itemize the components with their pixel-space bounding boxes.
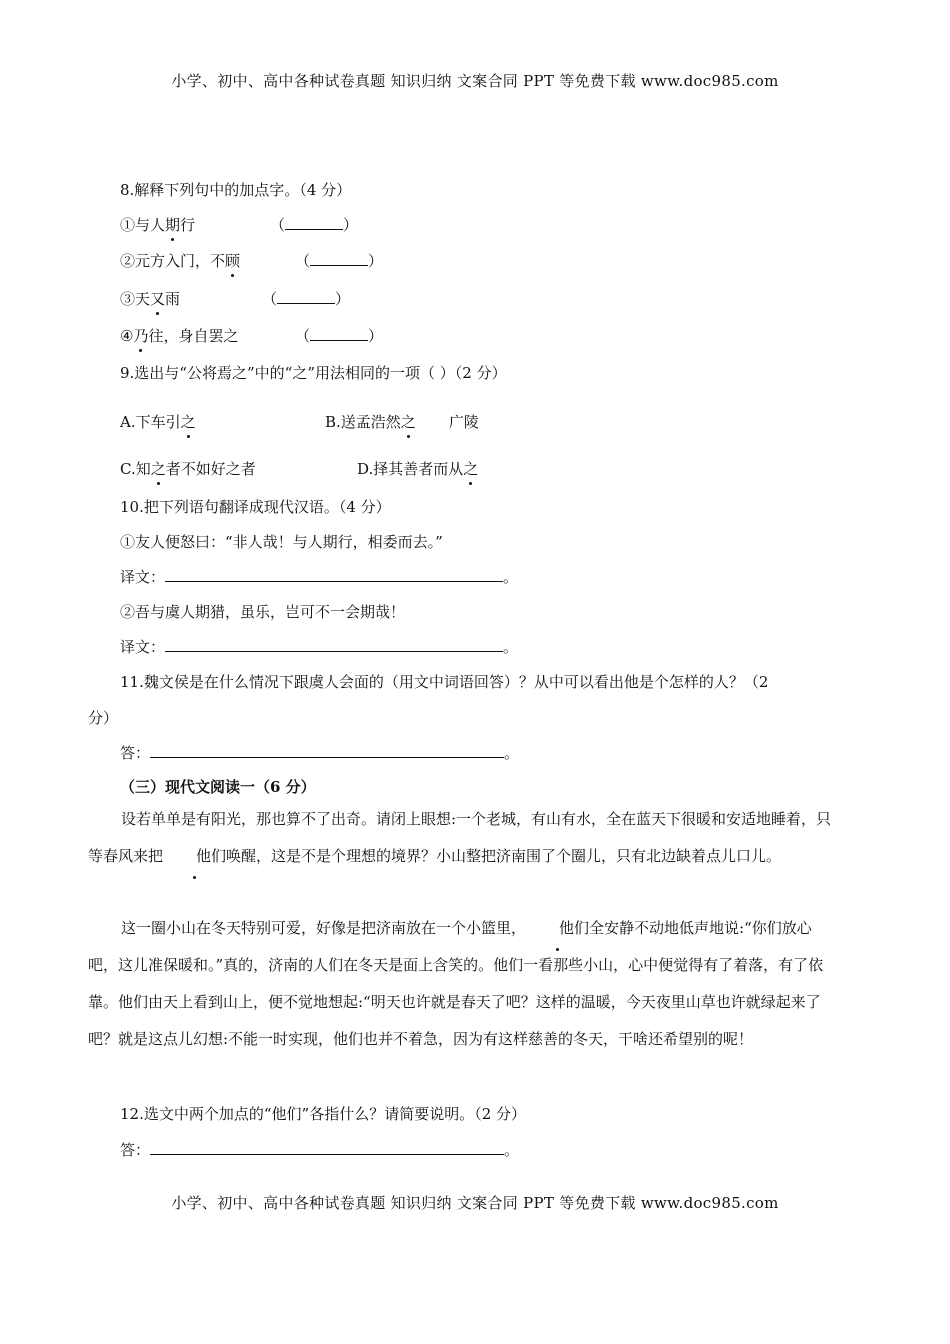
passage-paragraph-1: 设若单单是有阳光，那也算不了出奇。请闭上眼想:一个老城，有山有水，全在蓝天下很暖和安适地睡着，只等春风来把 他们唤醒，这是不是个理想的境界？小山整把济南围了个圈儿，只有北边缺着点儿口儿。 bbox=[88, 801, 833, 875]
passage-paragraph-2: 这一圈小山在冬天特别可爱，好像是把济南放在一个小篮里， 他们全安静不动地低声地说:“你们放心吧，这儿准保暖和。”真的，济南的人们在冬天是面上含笑的。他们一看那些小山，心中便觉得有了着落，有了依靠。他们由天上看到山上，便不觉地想起:“明天也许就是春天了吧？这样的温暖，今天夜里山草也许就绿起来了吧？就是这点儿幻想:不能一时实现，他们也并不着急，因为有这样慈善的冬天，干啥还希望别的呢！ bbox=[88, 910, 833, 1058]
q8-item-4: ④乃往，身自罢之 bbox=[120, 327, 239, 345]
q8-title: 8.解释下列句中的加点字。（4 分） bbox=[120, 181, 352, 199]
dotted-word-tamen-1: 他们 bbox=[163, 838, 226, 875]
q8-item-1: ①与人期行 bbox=[120, 216, 196, 234]
q9-option-b[interactable]: B.送孟浩然之 广陵 bbox=[325, 413, 479, 431]
q11-answer-line[interactable]: 答： 。 bbox=[120, 744, 520, 762]
page-footer: 小学、初中、高中各种试卷真题 知识归纳 文案合同 PPT 等免费下载 www.doc985.com bbox=[171, 1194, 779, 1212]
q12-answer-line[interactable]: 答： 。 bbox=[120, 1141, 520, 1159]
q11-question-line-1: 11.魏文侯是在什么情况下跟虞人会面的（用文中词语回答）？从中可以看出他是个怎样的人？（2 bbox=[120, 673, 769, 691]
q10-sentence-2: ②吾与虞人期猎，虽乐，岂可不一会期哉！ bbox=[120, 603, 406, 621]
q9-option-c[interactable]: C.知之者不如好之者 bbox=[120, 460, 256, 478]
q10-translation-2[interactable]: 译文： 。 bbox=[120, 638, 519, 656]
q10-sentence-1: ①友人便怒曰：“非人哉！与人期行，相委而去。” bbox=[120, 533, 443, 551]
q8-answer-2[interactable]: （ ） bbox=[295, 252, 384, 270]
q8-item-3: ③天又雨 bbox=[120, 290, 181, 308]
q8-answer-3[interactable]: （ ） bbox=[262, 290, 351, 308]
dotted-word-tamen-2: 他们 bbox=[526, 910, 589, 947]
q8-answer-1[interactable]: （ ） bbox=[270, 216, 359, 234]
q9-option-a[interactable]: A.下车引之 bbox=[120, 413, 196, 431]
page-header: 小学、初中、高中各种试卷真题 知识归纳 文案合同 PPT 等免费下载 www.doc985.com bbox=[171, 72, 779, 90]
section-3-title: （三）现代文阅读一（6 分） bbox=[120, 778, 316, 796]
q8-answer-4[interactable]: （ ） bbox=[295, 327, 384, 345]
q8-item-2: ②元方入门，不顾 bbox=[120, 252, 241, 270]
q11-question-line-2: 分） bbox=[88, 709, 119, 727]
q12-title: 12.选文中两个加点的“他们”各指什么？请简要说明。（2 分） bbox=[120, 1105, 527, 1123]
q10-translation-1[interactable]: 译文： 。 bbox=[120, 568, 519, 586]
q9-option-d[interactable]: D.择其善者而从之 bbox=[357, 460, 479, 478]
q10-title: 10.把下列语句翻译成现代汉语。（4 分） bbox=[120, 498, 391, 516]
q9-title: 9.选出与“公将焉之”中的“之”用法相同的一项（ ）（2 分） bbox=[120, 364, 507, 382]
